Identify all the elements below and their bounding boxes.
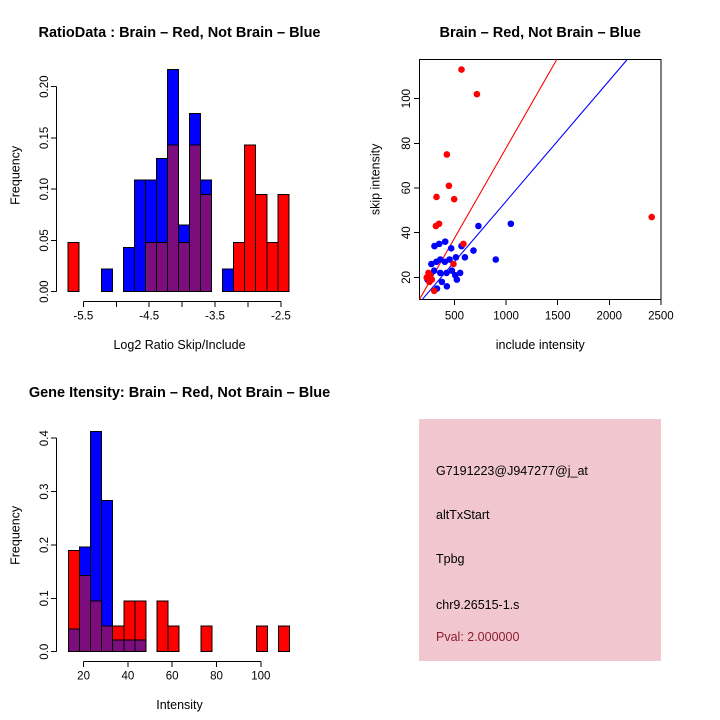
svg-text:500: 500 [444,310,465,323]
overlap-hist-bar [113,640,124,652]
blue-point [448,245,455,252]
overlap-hist-bar [135,640,146,652]
blue-hist-bar [101,269,112,292]
svg-text:80: 80 [210,670,223,683]
overlap-hist-bar [145,242,156,291]
blue-point [462,254,469,261]
chart-title: Brain – Red, Not Brain – Blue [439,25,641,41]
svg-text:0.3: 0.3 [39,483,51,500]
red-point [458,66,465,73]
tick-labels [401,89,674,322]
blue-point [475,223,482,230]
chart-title: RatioData : Brain – Red, Not Brain – Blue [38,25,321,41]
histogram-bars [69,431,290,651]
blue-point [439,279,446,286]
svg-text:40: 40 [121,670,135,683]
blue-hist-bar [123,248,134,292]
svg-text:20: 20 [77,670,90,683]
red-point [446,182,453,189]
blue-point [436,241,443,248]
blue-hist-bar [223,269,234,292]
svg-text:0.15: 0.15 [39,126,51,150]
blue-point [437,270,444,277]
x-axis-label: Log2 Ratio Skip/Include [113,338,246,352]
svg-text:-5.5: -5.5 [73,310,94,323]
y-axis-label: skip intensity [368,143,383,216]
red-hist-bar [157,601,168,652]
overlap-hist-bar [167,145,178,292]
svg-text:-2.5: -2.5 [271,310,291,323]
blue-point [470,247,477,254]
ratio-histogram-chart [0,0,360,360]
red-point [648,214,655,221]
svg-text:2000: 2000 [596,310,623,323]
overlap-hist-bar [201,194,212,291]
overlap-hist-bar [179,242,190,291]
svg-text:1500: 1500 [544,310,571,323]
blue-point [457,270,464,277]
gene-symbol-text: Tpbg [436,552,465,566]
red-point [433,194,440,201]
svg-text:-3.5: -3.5 [205,310,225,323]
svg-text:60: 60 [401,181,413,195]
red-point [451,196,458,203]
red-fit-line [420,60,557,300]
x-axis-label: Intensity [156,698,203,712]
svg-text:0.4: 0.4 [39,430,51,447]
svg-text:-4.5: -4.5 [139,310,160,323]
red-point [474,91,481,98]
red-hist-bar [201,626,212,652]
red-hist-bar [234,242,245,291]
histogram-bars [68,69,289,291]
blue-point [492,256,499,263]
svg-text:80: 80 [401,136,413,150]
pval-text: Pval: 2.000000 [436,630,520,644]
red-hist-bar [68,242,79,291]
gene-intensity-histogram-chart [0,360,360,720]
svg-text:0.05: 0.05 [39,229,51,252]
blue-point [428,261,435,268]
svg-text:0.10: 0.10 [39,177,51,201]
y-axis-label: Frequency [8,145,23,205]
probe-id-text: G7191223@J947277@j_at [436,464,588,478]
blue-point [454,276,461,283]
red-hist-bar [267,242,278,291]
svg-text:0.0: 0.0 [39,643,51,660]
red-hist-bar [245,145,256,292]
svg-text:60: 60 [165,670,179,683]
svg-text:0.00: 0.00 [39,280,51,303]
blue-hist-bar [134,180,145,292]
red-point [436,220,443,227]
overlap-hist-bar [69,629,80,652]
gene-info-box [419,419,661,661]
overlap-hist-bar [80,575,91,651]
splice-type-text: altTxStart [436,508,490,522]
svg-text:40: 40 [401,226,413,240]
svg-text:2500: 2500 [648,310,674,323]
svg-text:0.2: 0.2 [39,536,51,553]
blue-point [444,283,451,290]
overlap-hist-bar [91,601,102,652]
overlap-hist-bar [102,626,113,652]
red-point [450,261,457,268]
red-hist-bar [279,626,290,652]
y-axis-label: Frequency [8,505,23,565]
red-hist-bar [256,194,267,291]
blue-point [442,238,449,245]
red-point [444,151,451,158]
x-axis-label: include intensity [495,338,585,352]
intensity-scatter-chart [360,0,720,360]
red-point [426,279,433,286]
chart-title: Gene Itensity: Brain – Red, Not Brain – Blue [28,385,331,401]
overlap-hist-bar [156,242,167,291]
red-points [423,66,655,294]
svg-text:100: 100 [251,670,271,683]
red-point [460,241,467,248]
svg-text:0.20: 0.20 [39,75,51,98]
blue-point [453,254,460,261]
overlap-hist-bar [190,145,201,292]
blue-point [508,220,515,227]
red-point [431,288,438,295]
overlap-hist-bar [124,640,135,652]
svg-text:1000: 1000 [493,310,519,323]
red-hist-bar [168,626,179,652]
svg-text:20: 20 [401,270,413,284]
red-hist-bar [256,626,267,652]
gene-info-panel [360,360,720,720]
svg-text:100: 100 [401,89,413,109]
red-hist-bar [278,194,289,291]
svg-text:0.1: 0.1 [39,590,51,607]
chromosome-location-text: chr9.26515-1.s [436,598,520,612]
